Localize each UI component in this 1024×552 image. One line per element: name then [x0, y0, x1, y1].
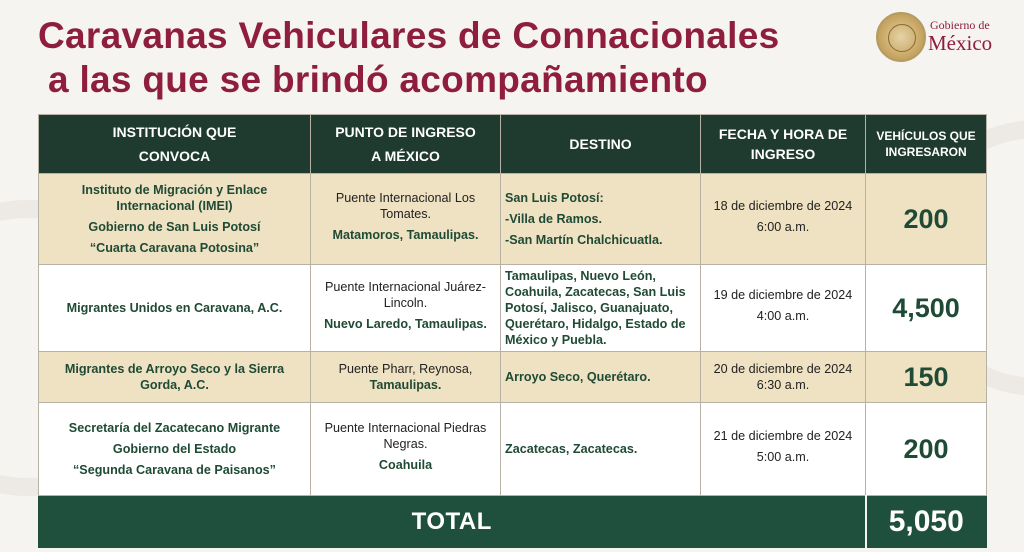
title-line-2: a las que se brindó acompañamiento [48, 59, 708, 100]
cell-destino: San Luis Potosí: -Villa de Ramos. -San Martín Chalchicuatla. [501, 174, 701, 265]
table-row [39, 402, 987, 496]
cell-vehiculos: 200 [866, 402, 987, 496]
cell-institucion: Migrantes Unidos en Caravana, A.C. [39, 265, 311, 351]
header-institucion: INSTITUCIÓN QUE CONVOCA [39, 115, 311, 174]
header-destino: DESTINO [501, 115, 701, 174]
caravans-table [38, 114, 987, 548]
cell-institucion: Instituto de Migración y Enlace Internacional (IMEI) Gobierno de San Luis Potosí “Cuarta Caravana Potosina” [39, 174, 311, 265]
table-row [39, 174, 987, 265]
table-header-row [39, 115, 987, 174]
cell-punto: Puente Pharr, Reynosa, Tamaulipas. [311, 351, 501, 402]
cell-destino: Tamaulipas, Nuevo León, Coahuila, Zacatecas, San Luis Potosí, Jalisco, Guanajuato, Querétaro, Hidalgo, Estado de México y Puebla. [501, 265, 701, 351]
cell-fecha: 19 de diciembre de 2024 4:00 a.m. [701, 265, 866, 351]
total-value: 5,050 [866, 496, 987, 548]
cell-punto: Puente Internacional Juárez-Lincoln. Nuevo Laredo, Tamaulipas. [311, 265, 501, 351]
cell-institucion: Secretaría del Zacatecano Migrante Gobierno del Estado “Segunda Caravana de Paisanos” [39, 402, 311, 496]
header-vehiculos: VEHÍCULOS QUE INGRESARON [866, 115, 987, 174]
cell-vehiculos: 200 [866, 174, 987, 265]
cell-destino: Zacatecas, Zacatecas. [501, 402, 701, 496]
gobierno-logo [876, 12, 1016, 62]
total-label: TOTAL [39, 496, 866, 548]
cell-vehiculos: 4,500 [866, 265, 987, 351]
table-row [39, 351, 987, 402]
logo-text-small: Gobierno de [930, 18, 990, 32]
cell-punto: Puente Internacional Piedras Negras. Coahuila [311, 402, 501, 496]
cell-fecha: 20 de diciembre de 2024 6:30 a.m. [701, 351, 866, 402]
header-fecha: FECHA Y HORA DE INGRESO [701, 115, 866, 174]
cell-punto: Puente Internacional Los Tomates. Matamoros, Tamaulipas. [311, 174, 501, 265]
header-punto: PUNTO DE INGRESO A MÉXICO [311, 115, 501, 174]
logo-text-big: México [928, 31, 993, 55]
cell-destino: Arroyo Seco, Querétaro. [501, 351, 701, 402]
cell-institucion: Migrantes de Arroyo Seco y la Sierra Gorda, A.C. [39, 351, 311, 402]
title-line-1: Caravanas Vehiculares de Connacionales [38, 15, 780, 56]
cell-fecha: 18 de diciembre de 2024 6:00 a.m. [701, 174, 866, 265]
table-row [39, 265, 987, 351]
total-row [39, 496, 987, 548]
page-title [38, 14, 779, 102]
coat-of-arms-icon [876, 12, 926, 62]
cell-fecha: 21 de diciembre de 2024 5:00 a.m. [701, 402, 866, 496]
cell-vehiculos: 150 [866, 351, 987, 402]
